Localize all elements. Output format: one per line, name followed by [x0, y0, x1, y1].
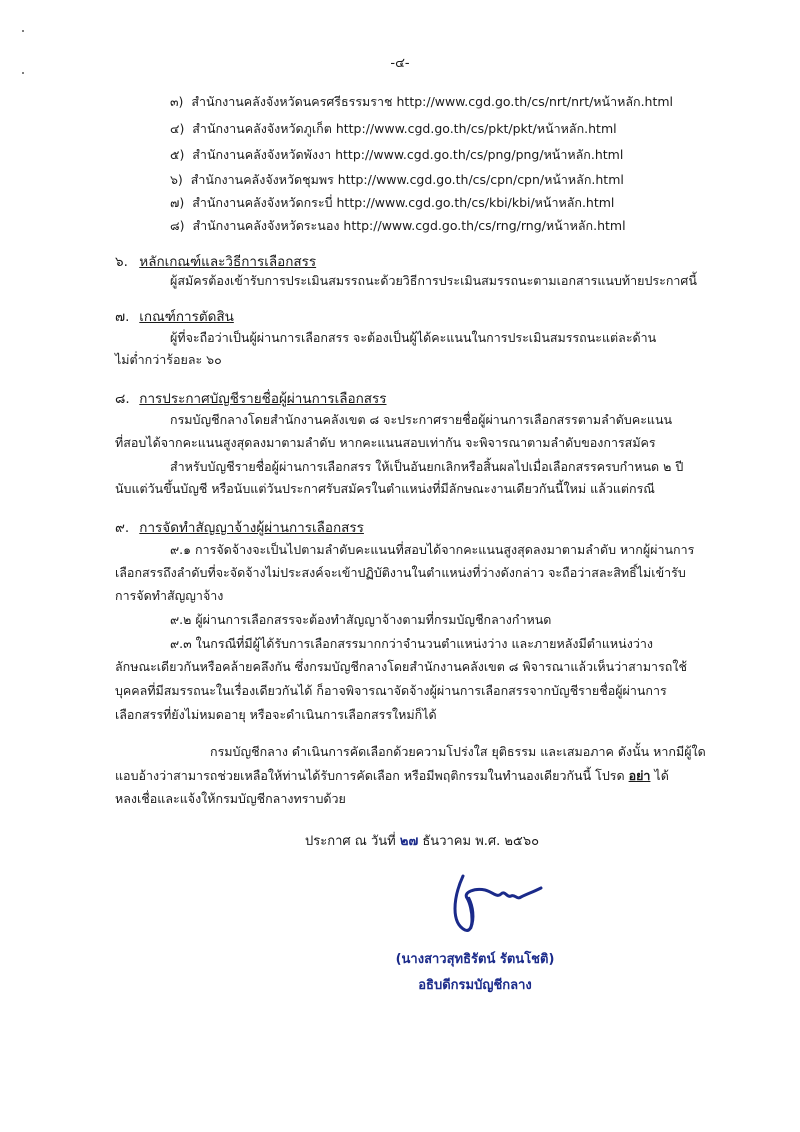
signature-image — [445, 868, 555, 943]
section-9-line: เลือกสรรที่ยังไม่หมดอายุ หรือจะดำเนินการเลือกสรรใหม่ก็ได้ — [115, 707, 437, 722]
section-8-heading: ๘. การประกาศบัญชีรายชื่อผู้ผ่านการเลือกสรร — [115, 391, 387, 407]
section-9-line: ๙.๑ การจัดจ้างจะเป็นไปตามลำดับคะแนนที่สอบได้จากคะแนนสูงสุดลงมาตามลำดับ หากผู้ผ่านการ — [170, 542, 695, 557]
list-item: ๗) สำนักงานคลังจังหวัดกระบี่ http://www.cgd.go.th/cs/kbi/kbi/หน้าหลัก.html — [170, 195, 615, 210]
section-9-line: การจัดทำสัญญาจ้าง — [115, 588, 224, 603]
section-9-line: บุคคลที่มีสมรรถนะในเรื่องเดียวกันได้ ก็อาจพิจารณาจัดจ้างผู้ผ่านการเลือกสรรจากบัญชีรายชื่อผู้ผ่านการ — [115, 683, 667, 698]
section-7-line: ไม่ต่ำกว่าร้อยละ ๖๐ — [115, 352, 222, 367]
section-9-line: ลักษณะเดียวกันหรือคล้ายคลึงกัน ซึ่งกรมบัญชีกลางโดยสำนักงานคลังเขต ๘ พิจารณาแล้วเห็นว่าสามารถใช้ — [115, 659, 687, 674]
closing-line: แอบอ้างว่าสามารถช่วยเหลือให้ท่านได้รับการคัดเลือก หรือมีพฤติกรรมในทำนองเดียวกันนี้ โปรด อย่า ได้ — [115, 768, 669, 783]
list-item: ๓) สำนักงานคลังจังหวัดนครศรีธรรมราช http://www.cgd.go.th/cs/nrt/nrt/หน้าหลัก.html — [170, 94, 674, 109]
section-8-line: ที่สอบได้จากคะแนนสูงสุดลงมาตามลำดับ หากคะแนนสอบเท่ากัน จะพิจารณาตามลำดับของการสมัคร — [115, 435, 656, 450]
closing-line: หลงเชื่อและแจ้งให้กรมบัญชีกลางทราบด้วย — [115, 791, 346, 806]
closing-line: กรมบัญชีกลาง ดำเนินการคัดเลือกด้วยความโปร่งใส ยุติธรรม และเสมอภาค ดังนั้น หากมีผู้ใด — [210, 744, 706, 759]
section-8-line: นับแต่วันขึ้นบัญชี หรือนับแต่วันประกาศรับสมัครในตำแหน่งที่มีลักษณะงานเดียวกันนี้ใหม่ แล้วแต่กรณี — [115, 481, 655, 496]
list-item: ๕) สำนักงานคลังจังหวัดพังงา http://www.cgd.go.th/cs/png/png/หน้าหลัก.html — [170, 147, 624, 162]
section-8-line: กรมบัญชีกลางโดยสำนักงานคลังเขต ๘ จะประกาศรายชื่อผู้ผ่านการเลือกสรรตามลำดับคะแนน — [170, 412, 673, 427]
announcement-date: ประกาศ ณ วันที่ ๒๗ ธันวาคม พ.ศ. ๒๕๖๐ — [305, 834, 540, 849]
section-7-line: ผู้ที่จะถือว่าเป็นผู้ผ่านการเลือกสรร จะต้องเป็นผู้ได้คะแนนในการประเมินสมรรถนะแต่ละด้าน — [170, 330, 657, 345]
section-7-heading: ๗. เกณฑ์การตัดสิน — [115, 309, 234, 325]
section-9-heading: ๙. การจัดทำสัญญาจ้างผู้ผ่านการเลือกสรร — [115, 520, 364, 536]
page-number: -๔- — [390, 56, 410, 71]
section-6-body: ผู้สมัครต้องเข้ารับการประเมินสมรรถนะด้วยวิธีการประเมินสมรรถนะตามเอกสารแนบท้ายประกาศนี้ — [170, 273, 697, 288]
signatory-title: อธิบดีกรมบัญชีกลาง — [418, 978, 532, 993]
signatory-name: (นางสาวสุทธิรัตน์ รัตนโชติ) — [395, 952, 555, 967]
emphasis-word: อย่า — [628, 768, 651, 783]
list-item: ๔) สำนักงานคลังจังหวัดภูเก็ต http://www.cgd.go.th/cs/pkt/pkt/หน้าหลัก.html — [170, 121, 617, 136]
section-9-line: ๙.๓ ในกรณีที่มีผู้ได้รับการเลือกสรรมากกว่าจำนวนตำแหน่งว่าง และภายหลังมีตำแหน่งว่าง — [170, 636, 653, 651]
margin-mark — [22, 30, 24, 32]
section-6-heading: ๖. หลักเกณฑ์และวิธีการเลือกสรร — [115, 254, 317, 270]
list-item: ๖) สำนักงานคลังจังหวัดชุมพร http://www.cgd.go.th/cs/cpn/cpn/หน้าหลัก.html — [170, 172, 624, 187]
section-9-line: เลือกสรรถึงลำดับที่จะจัดจ้างไม่ประสงค์จะเข้าปฏิบัติงานในตำแหน่งที่ว่างดังกล่าว จะถือว่าสละสิทธิ์ไม่เข้ารับ — [115, 565, 686, 580]
section-9-line: ๙.๒ ผู้ผ่านการเลือกสรรจะต้องทำสัญญาจ้างตามที่กรมบัญชีกลางกำหนด — [170, 612, 552, 627]
list-item: ๘) สำนักงานคลังจังหวัดระนอง http://www.cgd.go.th/cs/rng/rng/หน้าหลัก.html — [170, 218, 626, 233]
section-8-line: สำหรับบัญชีรายชื่อผู้ผ่านการเลือกสรร ให้เป็นอันยกเลิกหรือสิ้นผลไปเมื่อเลือกสรรครบกำหนด ๒ ปี — [170, 459, 684, 474]
